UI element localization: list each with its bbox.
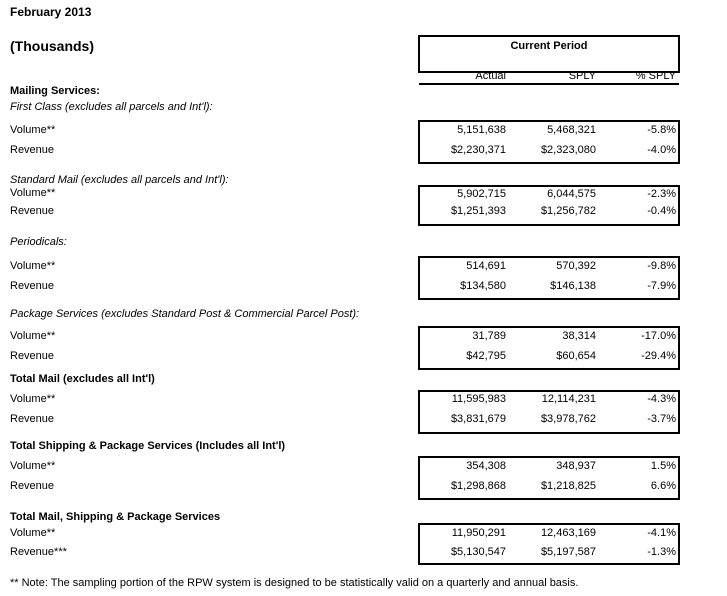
cell-sply: 38,314 [562,330,596,342]
cell-sply: 12,114,231 [541,393,596,405]
cell-actual: $42,795 [466,350,506,362]
cell-sply: $2,323,080 [540,144,596,156]
section-title-total-mail: Total Mail (excludes all Int'l) [10,373,155,385]
cell-sply: 5,468,321 [547,124,596,136]
column-header-pct-sply: % SPLY [635,70,676,82]
row-label: Volume** [10,393,56,405]
cell-sply: $60,654 [556,350,596,362]
cell-sply: $3,978,762 [540,413,596,425]
row-label: Revenue*** [10,546,67,558]
row-label: Revenue [10,205,55,217]
cell-pct-sply: -0.4% [647,205,676,217]
row-label: Volume** [10,124,56,136]
cell-sply: $1,256,782 [540,205,596,217]
cell-sply: 348,937 [556,460,596,472]
cell-actual: 5,151,638 [457,124,506,136]
cell-actual: 11,950,291 [451,527,506,539]
cell-sply: $5,197,587 [540,546,596,558]
cell-actual: 31,789 [472,330,506,342]
footnote: ** Note: The sampling portion of the RPW system is designed to be statistically valid on a quarterly and annual basis. [10,577,579,589]
cell-pct-sply: -4.3% [647,393,676,405]
cell-pct-sply: 6.6% [650,480,676,492]
cell-actual: $5,130,547 [450,546,506,558]
cell-actual: 11,595,983 [451,393,506,405]
row-label: Revenue [10,413,55,425]
cell-actual: 514,691 [466,260,506,272]
row-label: Revenue [10,480,55,492]
section-subtitle-first-class: First Class (excludes all parcels and Int'l): [10,101,213,113]
row-label: Volume** [10,330,56,342]
cell-actual: $134,580 [460,280,506,292]
report-date: February 2013 [10,5,92,19]
section-title-standard-mail: Standard Mail (excludes all parcels and Int'l): [10,174,229,186]
cell-pct-sply: -3.7% [647,413,676,425]
cell-actual: $1,251,393 [450,205,506,217]
cell-pct-sply: 1.5% [650,460,676,472]
cell-pct-sply: -4.0% [647,144,676,156]
cell-actual: $1,298,868 [450,480,506,492]
units-label: (Thousands) [10,38,94,54]
cell-pct-sply: -1.3% [647,546,676,558]
row-label: Volume** [10,187,56,199]
row-label: Revenue [10,350,55,362]
row-label: Volume** [10,260,56,272]
cell-actual: $3,831,679 [450,413,506,425]
cell-pct-sply: -2.3% [647,188,676,200]
cell-sply: 6,044,575 [547,188,596,200]
cell-pct-sply: -29.4% [641,350,676,362]
row-label: Volume** [10,460,56,472]
cell-sply: $146,138 [550,280,596,292]
header-underline [419,83,679,85]
row-label: Volume** [10,527,56,539]
cell-pct-sply: -17.0% [641,330,676,342]
column-header-sply: SPLY [568,70,596,82]
current-period-header [418,35,680,73]
cell-sply: 12,463,169 [540,527,596,539]
section-title-package-services: Package Services (excludes Standard Post & Commercial Parcel Post): [10,308,360,320]
cell-pct-sply: -7.9% [647,280,676,292]
section-title-grand-total: Total Mail, Shipping & Package Services [10,511,221,523]
column-header-actual: Actual [475,70,506,82]
section-title-mailing-services: Mailing Services: [10,85,100,97]
row-label: Revenue [10,280,55,292]
cell-actual: 5,902,715 [457,188,506,200]
cell-actual: $2,230,371 [450,144,506,156]
cell-sply: $1,218,825 [540,480,596,492]
cell-sply: 570,392 [556,260,596,272]
cell-actual: 354,308 [466,460,506,472]
cell-pct-sply: -4.1% [647,527,676,539]
row-label: Revenue [10,144,55,156]
current-period-title: Current Period [510,40,588,52]
section-title-total-shipping: Total Shipping & Package Services (Includes all Int'l) [10,440,286,452]
cell-pct-sply: -9.8% [647,260,676,272]
cell-pct-sply: -5.8% [647,124,676,136]
section-title-periodicals: Periodicals: [10,236,67,248]
